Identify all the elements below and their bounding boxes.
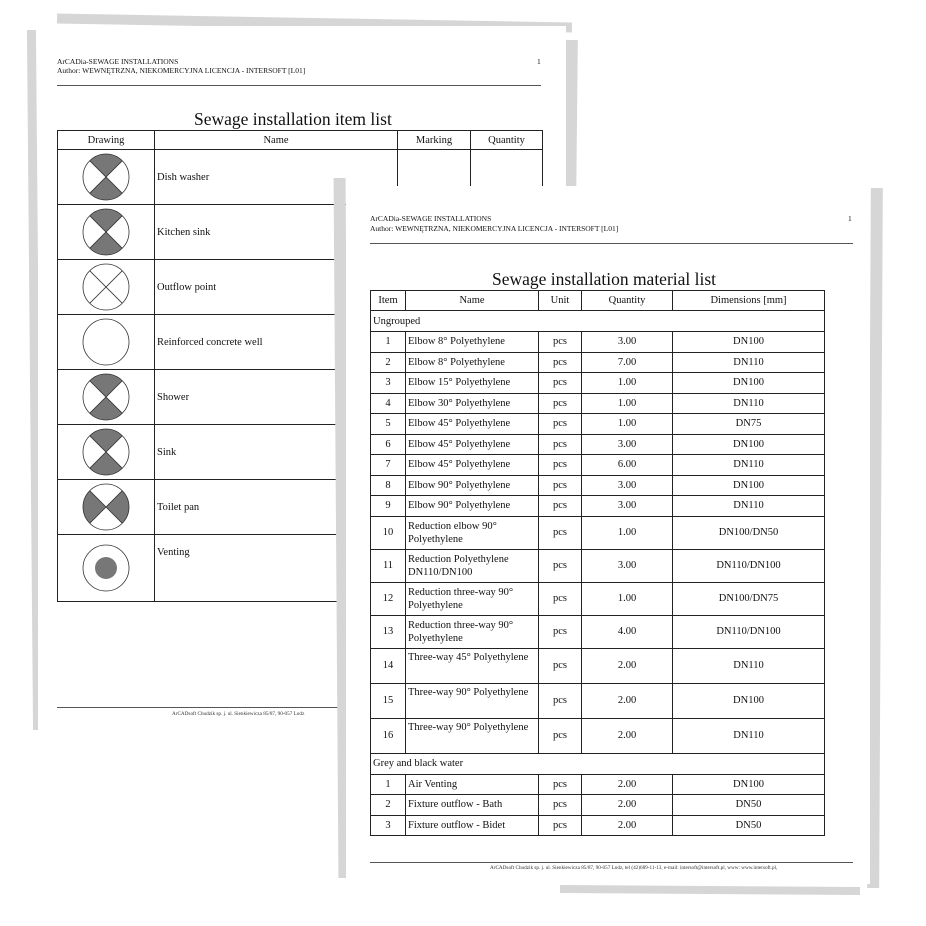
cross-quarters-top-bottom-icon	[82, 428, 130, 476]
page1-footer-text: ArCADsoft Chudzik sp. j. ul. Sienkiewicza 85/87, 90-057 Lodz	[172, 711, 305, 717]
item-name: Reduction elbow 90° Polyethylene	[406, 516, 539, 549]
item-quantity: 3.00	[582, 496, 673, 517]
item-dimensions: DN100	[673, 475, 825, 496]
col-drawing: Drawing	[58, 131, 155, 150]
item-quantity: 1.00	[582, 414, 673, 435]
item-quantity: 2.00	[582, 648, 673, 683]
drawing-cell	[58, 425, 155, 480]
item-number: 2	[371, 352, 406, 373]
page2-footer-rule	[370, 862, 853, 863]
item-dimensions: DN110	[673, 352, 825, 373]
drawing-cell	[58, 315, 155, 370]
item-dimensions: DN100/DN50	[673, 516, 825, 549]
col-name: Name	[155, 131, 398, 150]
item-number: 8	[371, 475, 406, 496]
item-quantity: 1.00	[582, 582, 673, 615]
material-list-title: Sewage installation material list	[492, 269, 717, 289]
table-row	[371, 815, 825, 836]
item-name: Elbow 30° Polyethylene	[406, 393, 539, 414]
item-number: 3	[371, 815, 406, 836]
page1-page-number: 1	[537, 57, 541, 66]
page1-header-author: Author: WEWNĘTRZNA, NIEKOMERCYJNA LICENCJA - INTERSOFT [L01]	[57, 66, 306, 75]
table-row	[371, 718, 825, 753]
col-unit: Unit	[539, 291, 582, 311]
page2-footer-text: ArCADsoft Chudzik sp. j. ul. Sienkiewicza 85/87, 90-057 Lodz, tel (42)689-11-13, e-mail: intersoft@intersoft.pl, www: www.intersoft.pl,	[490, 865, 778, 871]
item-name: Elbow 8° Polyethylene	[406, 332, 539, 353]
item-number: 5	[371, 414, 406, 435]
item-unit: pcs	[539, 718, 582, 753]
page1-header-rule	[57, 85, 541, 86]
item-dimensions: DN100	[673, 332, 825, 353]
cross-quarters-left-right-icon	[82, 483, 130, 531]
item-name: Reinforced concrete well	[155, 315, 398, 370]
item-number: 15	[371, 683, 406, 718]
table-row	[371, 582, 825, 615]
item-dimensions: DN100	[673, 683, 825, 718]
table-row	[371, 774, 825, 795]
item-dimensions: DN100	[673, 434, 825, 455]
item-number: 2	[371, 795, 406, 816]
item-name: Sink	[155, 425, 398, 480]
item-name: Dish washer	[155, 150, 398, 205]
item-quantity: 3.00	[582, 549, 673, 582]
item-name: Air Venting	[406, 774, 539, 795]
item-dimensions: DN110	[673, 496, 825, 517]
item-unit: pcs	[539, 352, 582, 373]
item-unit: pcs	[539, 516, 582, 549]
item-number: 1	[371, 332, 406, 353]
col-quantity: Quantity	[471, 131, 543, 150]
table-row	[371, 683, 825, 718]
item-quantity: 2.00	[582, 815, 673, 836]
item-quantity: 2.00	[582, 718, 673, 753]
item-dimensions: DN110/DN100	[673, 615, 825, 648]
table-row	[371, 648, 825, 683]
item-number: 16	[371, 718, 406, 753]
col-dimensions: Dimensions [mm]	[673, 291, 825, 311]
table-row	[371, 795, 825, 816]
item-unit: pcs	[539, 434, 582, 455]
item-dimensions: DN100/DN75	[673, 582, 825, 615]
table-row	[371, 434, 825, 455]
table-row	[371, 475, 825, 496]
item-quantity: 2.00	[582, 683, 673, 718]
item-number: 6	[371, 434, 406, 455]
page2-shadow-bottom	[560, 885, 860, 895]
item-unit: pcs	[539, 414, 582, 435]
col-name: Name	[406, 291, 539, 311]
item-name: Reduction Polyethylene DN110/DN100	[406, 549, 539, 582]
item-number: 14	[371, 648, 406, 683]
drawing-cell	[58, 205, 155, 260]
item-quantity: 7.00	[582, 352, 673, 373]
item-name: Elbow 15° Polyethylene	[406, 373, 539, 394]
table-row	[371, 393, 825, 414]
cross-quarters-top-bottom-icon	[82, 208, 130, 256]
item-name: Fixture outflow - Bidet	[406, 815, 539, 836]
item-dimensions: DN110	[673, 455, 825, 476]
table-row	[371, 516, 825, 549]
col-quantity: Quantity	[582, 291, 673, 311]
group-name: Ungrouped	[371, 311, 825, 332]
drawing-cell	[58, 480, 155, 535]
item-number: 13	[371, 615, 406, 648]
item-unit: pcs	[539, 774, 582, 795]
table-row	[371, 615, 825, 648]
item-dimensions: DN110/DN100	[673, 549, 825, 582]
item-number: 7	[371, 455, 406, 476]
col-marking: Marking	[398, 131, 471, 150]
drawing-cell	[58, 260, 155, 315]
item-quantity: 1.00	[582, 516, 673, 549]
item-name: Elbow 8° Polyethylene	[406, 352, 539, 373]
table-row	[371, 496, 825, 517]
item-quantity: 2.00	[582, 795, 673, 816]
table-row	[371, 332, 825, 353]
cross-outline-icon	[82, 263, 130, 311]
item-name: Elbow 90° Polyethylene	[406, 496, 539, 517]
table-row	[371, 373, 825, 394]
item-quantity: 2.00	[582, 774, 673, 795]
item-dimensions: DN110	[673, 648, 825, 683]
item-unit: pcs	[539, 373, 582, 394]
item-list-title: Sewage installation item list	[194, 109, 392, 129]
cross-quarters-top-bottom-icon	[82, 373, 130, 421]
page2-header-app: ArCADia-SEWAGE INSTALLATIONS	[370, 214, 492, 223]
item-name: Three-way 90° Polyethylene	[406, 718, 539, 753]
drawing-cell	[58, 535, 155, 602]
item-unit: pcs	[539, 496, 582, 517]
item-quantity: 1.00	[582, 373, 673, 394]
item-unit: pcs	[539, 683, 582, 718]
item-name: Fixture outflow - Bath	[406, 795, 539, 816]
item-name: Toilet pan	[155, 480, 398, 535]
item-dimensions: DN100	[673, 774, 825, 795]
item-unit: pcs	[539, 332, 582, 353]
item-unit: pcs	[539, 582, 582, 615]
item-quantity: 3.00	[582, 434, 673, 455]
item-quantity: 3.00	[582, 475, 673, 496]
cross-quarters-top-bottom-icon	[82, 153, 130, 201]
group-row	[371, 311, 825, 332]
item-name: Elbow 45° Polyethylene	[406, 414, 539, 435]
item-name: Three-way 45° Polyethylene	[406, 648, 539, 683]
group-row	[371, 753, 825, 774]
item-number: 10	[371, 516, 406, 549]
item-number: 1	[371, 774, 406, 795]
item-list-header-row	[58, 131, 543, 150]
item-unit: pcs	[539, 815, 582, 836]
item-unit: pcs	[539, 475, 582, 496]
item-dimensions: DN100	[673, 373, 825, 394]
item-quantity: 6.00	[582, 455, 673, 476]
material-list-table	[370, 290, 825, 836]
item-name: Reduction three-way 90° Polyethylene	[406, 582, 539, 615]
item-unit: pcs	[539, 615, 582, 648]
group-name: Grey and black water	[371, 753, 825, 774]
item-dimensions: DN110	[673, 393, 825, 414]
page2-page-number: 1	[848, 214, 852, 223]
item-quantity: 4.00	[582, 615, 673, 648]
drawing-cell	[58, 150, 155, 205]
item-unit: pcs	[539, 455, 582, 476]
item-name: Elbow 45° Polyethylene	[406, 455, 539, 476]
dot-in-circle-icon	[82, 544, 130, 592]
item-number: 3	[371, 373, 406, 394]
item-quantity: 3.00	[582, 332, 673, 353]
item-unit: pcs	[539, 795, 582, 816]
item-name: Outflow point	[155, 260, 398, 315]
col-item: Item	[371, 291, 406, 311]
item-quantity: 1.00	[582, 393, 673, 414]
item-unit: pcs	[539, 549, 582, 582]
page1-footer-rule	[57, 707, 357, 708]
page2-header-author: Author: WEWNĘTRZNA, NIEKOMERCYJNA LICENCJA - INTERSOFT [L01]	[370, 224, 619, 233]
item-number: 4	[371, 393, 406, 414]
item-name: Elbow 45° Polyethylene	[406, 434, 539, 455]
item-name: Venting	[155, 535, 398, 602]
table-row	[371, 414, 825, 435]
table-row	[371, 455, 825, 476]
item-name: Reduction three-way 90° Polyethylene	[406, 615, 539, 648]
table-row	[371, 549, 825, 582]
item-unit: pcs	[539, 393, 582, 414]
item-unit: pcs	[539, 648, 582, 683]
item-dimensions: DN50	[673, 795, 825, 816]
item-dimensions: DN75	[673, 414, 825, 435]
item-name: Kitchen sink	[155, 205, 398, 260]
empty-circle-icon	[82, 318, 130, 366]
table-row	[371, 352, 825, 373]
drawing-cell	[58, 370, 155, 425]
item-name: Shower	[155, 370, 398, 425]
item-dimensions: DN110	[673, 718, 825, 753]
item-number: 9	[371, 496, 406, 517]
page2-header-rule	[370, 243, 853, 244]
page1-header-app: ArCADia-SEWAGE INSTALLATIONS	[57, 57, 179, 66]
item-number: 11	[371, 549, 406, 582]
item-dimensions: DN50	[673, 815, 825, 836]
item-name: Elbow 90° Polyethylene	[406, 475, 539, 496]
item-number: 12	[371, 582, 406, 615]
item-name: Three-way 90° Polyethylene	[406, 683, 539, 718]
material-list-header-row	[371, 291, 825, 311]
